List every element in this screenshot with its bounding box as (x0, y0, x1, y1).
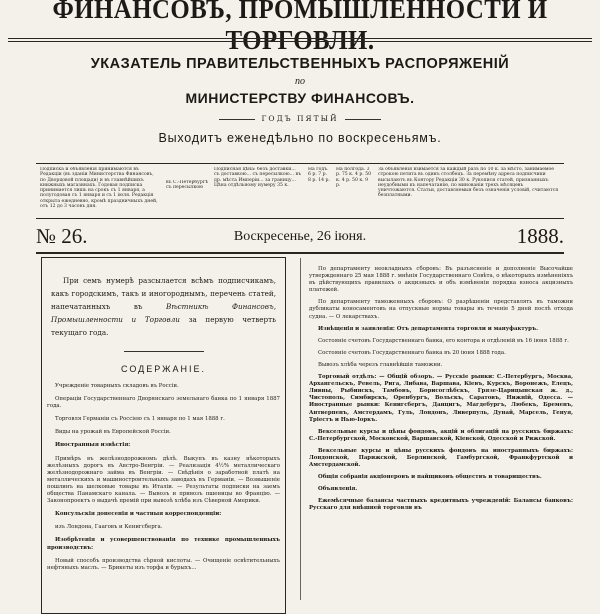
column-paragraph: Состояніе счетовъ Государственнаго банка въ 20 іюня 1888 года. (318, 349, 506, 356)
contents-item: Учрежденіе товарныхъ складовъ въ Россіи. (55, 383, 179, 389)
contents-list (47, 383, 280, 572)
contents-item: изъ Лондона, Гааговъ и Кенигсберга. (55, 524, 163, 531)
issue-number: № 26. (36, 224, 88, 248)
contents-item: Изобрѣтенія и усовершенствованія по технике промышленныхъ производствъ: (47, 537, 280, 551)
left-column-box (41, 257, 286, 614)
issue-rule (36, 252, 564, 254)
issue-date: Воскресенье, 26 іюня. (233, 229, 367, 244)
year-of-publication (0, 114, 600, 123)
issue-line (36, 226, 564, 248)
column-paragraph: Общія собранія акціонеровъ и пайщиковъ обществъ и товариществъ. (318, 474, 542, 481)
column-paragraph: Извѣщенія и заявленія: Отъ департамента торговли и мануфактуръ. (318, 325, 538, 332)
subtitle-index: УКАЗАТЕЛЬ ПРАВИТЕЛЬСТВЕННЫХЪ РАСПОРЯЖЕНІЙ (90, 56, 510, 72)
contents-item: Торговля Германіи съ Россіею съ 1 января по 1 мая 1888 г. (55, 416, 225, 423)
subscription-terms: Подписка и объявленія принимаются въ Редакціи (въ зданіи Министерства Финансовъ, по Дворцовой площади) и въ главнѣйшихъ книжныхъ магазинахъ. Годовая подписка принимается лишь на срокъ съ 1 января, а полугодовая съ 1 января и съ 1 іюля. Редакція открыта ежедневно, кромѣ праздничныхъ дней, отъ 12 до 3 часовъ дня. (40, 167, 158, 210)
section-divider (124, 351, 204, 352)
column-paragraph: Вексельные курсы и цѣны русскихъ фондовъ на иностранныхъ биржахъ: Лондонской, Парижской, Берлинской, Гамбургской, Франкфуртской и Амстердамской. (309, 447, 573, 469)
column-paragraph: Торговый отдѣлъ: — Общій обзоръ. — Русскіе рынки: С.-Петербургъ, Москва, Архангельскъ, Ревель, Рига, Либава, Варшава, Кіевъ, Курскъ, Воронежъ, Елецъ, Ливны, Рыбинскъ, Тамбовъ, Борисоглѣбскъ, Грязе-Царицынская ж. д., Чистополь, Симбирскъ, Оренбургъ, Вольскъ, Саратовъ, Нижній, Одесса. — Иностранные рынки: Кенигсбергъ, Данцигъ, Магдебургъ, Любекъ, Бременъ, Антверпенъ, Амстердамъ, Гуль, Лондонъ, Ливерпуль, Дунай, Марсель, Генуя, Тріестъ и Нью-Іоркъ. (309, 374, 573, 423)
column-paragraph: Ежемѣсячные балансы частныхъ кредитныхъ учрежденій: Балансы банковъ: Русскаго для внѣшней торговли въ (309, 498, 573, 512)
subscription-halfyear-prices: На полгода. 3 р. 75 к. 4 р. 50 к. 4 р. 50 к. 9 р. (336, 167, 372, 188)
advertisement-terms: За объявленія взимается за каждый разъ по 10 к. за мѣсто, занимаемое строкою петита въ одинъ столбецъ. За перемѣну адреса подписчики высылаютъ въ Контору Редакціи 30 к. Рукописи статей, признанныхъ неудобными къ напечатанію, по минованіи трехъ мѣсяцевъ уничтожаются. Статьи, доставляемыя безъ означенія условій, считаются безплатными. (378, 167, 559, 199)
contents-heading: СОДЕРЖАНІЕ. (121, 364, 206, 374)
contents-item: Операціи Государственнаго Дворянскаго земельнаго банка по 1 января 1887 года. (47, 396, 280, 410)
year-label: ГОДЪ ПЯТЫЙ (261, 114, 339, 123)
column-paragraph: Объявленія. (318, 486, 358, 493)
contents-item: Консульскія донесенія и частныя корреспонденціи: (55, 511, 222, 518)
publication-frequency: Выходитъ еженедѣльно по воскресеньямъ. (158, 131, 442, 145)
right-column (309, 266, 573, 518)
contents-item: Примѣръ въ желѣзнодорожномъ дѣлѣ. Выкупъ въ казну нѣкоторыхъ желѣзныхъ дорогъ въ Австро-Венгріи. — Реализація 4½% металлическаго желѣзнодорожнаго займа въ Венгріи. — Свѣдѣнія о заработной платѣ на металлическихъ и машиностроительныхъ заводахъ въ Германіи. — Возвышеніе пошлинъ на шелковые товары въ Италіи. — Результаты подписки на заемъ общества Панамскаго канала. — Вывозъ и привозъ пшеницы во Францію. — Законопроектъ о выдачѣ премій при вывозѣ хлѣба изъ Сѣверной Америки. (47, 455, 280, 505)
column-paragraph: Состояніе счетовъ Государственнаго банка, его контора и отдѣленій въ 16 іюня 1888 г. (318, 337, 569, 344)
subtitle-ministry: МИНИСТЕРСТВУ ФИНАНСОВЪ. (185, 90, 415, 106)
subscription-locations: въ С.-Петербургѣ съ пересылкою (166, 180, 208, 191)
contents-item: Виды на урожай въ Европейской Россіи. (55, 429, 171, 436)
subscription-price-labels: Подписная цѣна: безъ доставки... съ доставкою... съ пересылкою... въ др. мѣста Имперіи... за границу... Цѣна отдѣльному нумеру 35 к. (214, 167, 301, 188)
contents-item: Иностранныя извѣстія: (55, 442, 131, 449)
masthead-rule-bottom (8, 41, 592, 42)
issue-year: 1888. (516, 224, 564, 248)
subscription-yearly-prices: На годъ. 6 р. 7 р. 8 р. 14 р. (308, 167, 330, 183)
subtitle-conjunction: по (295, 76, 305, 87)
contents-item: Новый способъ производства сѣрной кислоты. — Очищеніе освѣтительныхъ нефтяныхъ маслъ. — Брикеты изъ торфа и бурыхъ... (47, 557, 280, 571)
column-divider (300, 258, 301, 600)
column-paragraph: По департаменту неокладныхъ сборовъ: Въ разъясненіе и дополненіе Высочайше утвержденнаго 25 мая 1888 г. мнѣнія Государственнаго Совѣта, о нѣкоторыхъ измѣненіяхъ въ дѣйствующихъ правилахъ о акцизныхъ и объ измѣненіи порядка взноса акцизныхъ платежей. (309, 266, 573, 294)
column-paragraph: Вексельные курсы и цѣны фондовъ, акцій и облигацій на русскихъ биржахъ: С.-Петербургской, Московской, Варшавской, Кіевской, Одесской и Рижской. (309, 428, 573, 442)
column-paragraph: По департаменту таможенныхъ сборовъ: О разрѣшеніи представлять въ таможни дубликаты коносаментовъ на отпускные нормы товары въ теченіе 5 дней послѣ отхода судна. — О лекарствахъ. (309, 299, 573, 320)
newspaper-title: ФИНАНСОВЪ, ПРОМЫШЛЕННОСТИ И ТОРГОВЛИ. (52, 0, 548, 55)
masthead-rule-top (8, 38, 592, 39)
supplement-notice: При семъ нумерѣ разсылается всѣмъ подписчикамъ, какъ городскимъ, такъ и иногороднымъ, перечень статей, напечатанныхъ въ Вѣстникѣ Финансовъ, Промышленности и Торговли за первую четверть текущаго года. (51, 276, 276, 337)
column-paragraph: Вывозъ хлѣба черезъ главнѣйшія таможни. (318, 361, 443, 368)
subscription-info-box (36, 163, 564, 219)
